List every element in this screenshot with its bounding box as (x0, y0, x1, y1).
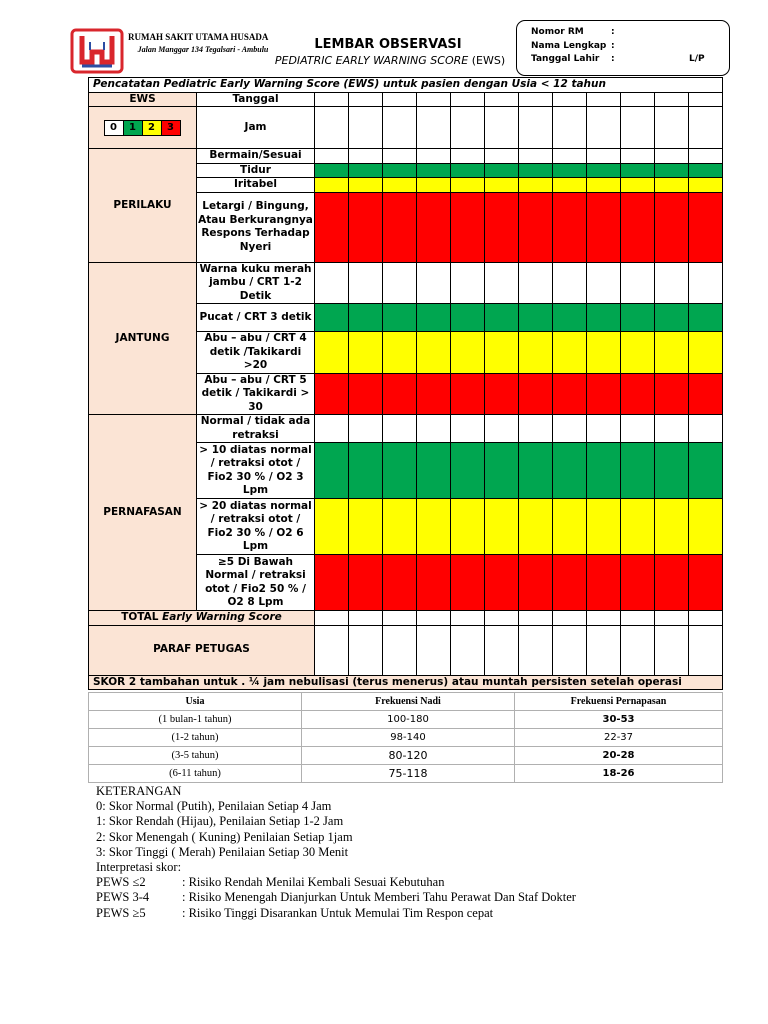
section-label-pernafasan: PERNAFASAN (89, 415, 197, 611)
criteria-label: Iritabel (197, 178, 315, 193)
score-cell[interactable] (383, 149, 417, 164)
resp-cell: 18-26 (515, 765, 723, 783)
section-label-perilaku: PERILAKU (89, 149, 197, 263)
score-cell[interactable] (587, 443, 621, 499)
score-cell[interactable] (315, 304, 349, 332)
score-cell[interactable] (587, 304, 621, 332)
score-cell[interactable] (553, 163, 587, 178)
score-cell[interactable] (519, 163, 553, 178)
total-cell[interactable] (485, 611, 519, 626)
score-cell[interactable] (485, 332, 519, 374)
score-cell[interactable] (621, 499, 655, 555)
score-cell[interactable] (655, 262, 689, 304)
ews-legend (89, 107, 197, 149)
subtitle-italic: PEDIATRIC EARLY WARNING SCORE (274, 54, 469, 67)
score-cell[interactable] (587, 332, 621, 374)
total-cell[interactable] (553, 611, 587, 626)
date-cell[interactable] (485, 92, 519, 107)
form-subtitle (250, 54, 530, 67)
score-cell[interactable] (655, 149, 689, 164)
date-cell[interactable] (621, 92, 655, 107)
time-cell[interactable] (587, 107, 621, 149)
score-cell[interactable] (383, 192, 417, 262)
score-cell[interactable] (417, 555, 451, 611)
score-cell[interactable] (553, 149, 587, 164)
total-bold: TOTAL (121, 611, 159, 623)
signature-cell[interactable] (587, 625, 621, 675)
criteria-label: Bermain/Sesuai (197, 149, 315, 164)
resp-cell: 22-37 (515, 729, 723, 747)
score-cell[interactable] (621, 262, 655, 304)
score-cell[interactable] (417, 373, 451, 415)
score-cell[interactable] (621, 149, 655, 164)
ews-jam-row (89, 107, 723, 149)
time-cell[interactable] (485, 107, 519, 149)
table-row (89, 149, 723, 164)
subtitle-plain: (EWS) (471, 54, 506, 67)
score-cell[interactable] (519, 555, 553, 611)
score-cell[interactable] (349, 262, 383, 304)
score-cell[interactable] (655, 304, 689, 332)
score-cell[interactable] (383, 555, 417, 611)
rm-colon: : (611, 27, 615, 37)
banner-text: Pencatatan Pediatric Early Warning Score (EWS) untuk pasien dengan Usia < 12 tahun (93, 78, 606, 90)
total-cell[interactable] (587, 611, 621, 626)
time-cell[interactable] (417, 107, 451, 149)
score-cell[interactable] (553, 373, 587, 415)
age-header-nadi: Frekuensi Nadi (302, 693, 515, 711)
score-cell[interactable] (349, 192, 383, 262)
score-cell[interactable] (519, 499, 553, 555)
pulse-cell: 100-180 (302, 711, 515, 729)
ews-banner-row (89, 78, 723, 93)
score-cell[interactable] (451, 304, 485, 332)
time-cell[interactable] (349, 107, 383, 149)
score-cell[interactable] (621, 415, 655, 443)
score-cell[interactable] (587, 415, 621, 443)
score-cell[interactable] (689, 262, 723, 304)
jam-label: Jam (197, 107, 315, 149)
table-row (89, 262, 723, 304)
criteria-label: Abu – abu / CRT 5 detik / Takikardi > 30 (197, 373, 315, 415)
score-cell[interactable] (689, 443, 723, 499)
age-reference-table (88, 692, 723, 783)
score-cell[interactable] (315, 332, 349, 374)
criteria-label: Tidur (197, 163, 315, 178)
score-cell[interactable] (383, 332, 417, 374)
score-legend (89, 120, 196, 136)
score-cell[interactable] (417, 304, 451, 332)
score-cell[interactable] (553, 443, 587, 499)
score-cell[interactable] (383, 262, 417, 304)
paraf-label: PARAF PETUGAS (89, 625, 315, 675)
score-cell[interactable] (689, 499, 723, 555)
name-label: Nama Lengkap (531, 41, 607, 51)
score-cell[interactable] (655, 192, 689, 262)
interpretation-row (96, 890, 736, 905)
score-cell[interactable] (655, 443, 689, 499)
score-cell[interactable] (485, 178, 519, 193)
score-cell[interactable] (349, 304, 383, 332)
score-cell[interactable] (519, 178, 553, 193)
score-cell[interactable] (451, 443, 485, 499)
total-cell[interactable] (655, 611, 689, 626)
signature-cell[interactable] (383, 625, 417, 675)
note-score-1: 1: Skor Rendah (Hijau), Penilaian Setiap 1-2 Jam (96, 814, 344, 829)
score-cell[interactable] (349, 149, 383, 164)
score-cell[interactable] (553, 178, 587, 193)
score-cell[interactable] (417, 332, 451, 374)
rm-row (531, 27, 615, 37)
total-italic: Early Warning Score (162, 611, 282, 623)
date-cell[interactable] (587, 92, 621, 107)
total-label (89, 611, 315, 626)
score-cell[interactable] (451, 499, 485, 555)
score-cell[interactable] (621, 332, 655, 374)
total-cell[interactable] (417, 611, 451, 626)
resp-cell: 30-53 (515, 711, 723, 729)
interpretation-row (96, 906, 736, 921)
score-cell[interactable] (485, 262, 519, 304)
signature-cell[interactable] (451, 625, 485, 675)
date-cell[interactable] (417, 92, 451, 107)
time-cell[interactable] (519, 107, 553, 149)
score-cell[interactable] (451, 262, 485, 304)
note-score-0: 0: Skor Normal (Putih), Penilaian Setiap 4 Jam (96, 799, 332, 814)
score-cell[interactable] (451, 149, 485, 164)
ews-label: EWS (89, 92, 197, 107)
name-colon: : (611, 41, 615, 51)
ews-tanggal-row (89, 92, 723, 107)
interpretation-key: PEWS ≥5 (96, 905, 146, 920)
ews-table-body (89, 78, 723, 690)
criteria-label: ≥5 Di Bawah Normal / retraksi otot / Fio2 50 % / O2 8 Lpm (197, 555, 315, 611)
table-row (89, 747, 723, 765)
section-label-jantung: JANTUNG (89, 262, 197, 415)
date-cell[interactable] (689, 92, 723, 107)
criteria-label: Letargi / Bingung, Atau Berkurangnya Respons Terhadap Nyeri (197, 192, 315, 262)
score-cell[interactable] (485, 373, 519, 415)
score-cell[interactable] (315, 443, 349, 499)
table-row (89, 729, 723, 747)
score-cell[interactable] (519, 373, 553, 415)
total-cell[interactable] (621, 611, 655, 626)
interpretation-key: PEWS ≤2 (96, 875, 146, 890)
hospital-address: Jalan Manggar 134 Tegalsari - Ambulu (137, 45, 269, 54)
pulse-cell: 80-120 (302, 747, 515, 765)
score-cell[interactable] (621, 304, 655, 332)
score-cell[interactable] (485, 499, 519, 555)
score-cell[interactable] (417, 262, 451, 304)
age-cell: (6-11 tahun) (89, 765, 302, 783)
dob-row (531, 54, 615, 64)
score-cell[interactable] (587, 178, 621, 193)
score-cell[interactable] (485, 443, 519, 499)
age-cell: (3-5 tahun) (89, 747, 302, 765)
interpretation-value: : Risiko Tinggi Disarankan Untuk Memulai Tim Respon cepat (182, 905, 494, 920)
paraf-row (89, 625, 723, 675)
criteria-label: Warna kuku merah jambu / CRT 1-2 Detik (197, 262, 315, 304)
footer-note: SKOR 2 tambahan untuk . ¼ jam nebulisasi (terus menerus) atau muntah persisten setelah operasi (89, 675, 723, 690)
score-cell[interactable] (383, 178, 417, 193)
table-row (89, 711, 723, 729)
score-cell[interactable] (519, 443, 553, 499)
date-cell[interactable] (553, 92, 587, 107)
score-cell[interactable] (689, 555, 723, 611)
score-cell[interactable] (485, 304, 519, 332)
score-cell[interactable] (485, 149, 519, 164)
score-cell[interactable] (689, 163, 723, 178)
signature-cell[interactable] (553, 625, 587, 675)
score-cell[interactable] (587, 149, 621, 164)
score-cell[interactable] (689, 178, 723, 193)
score-cell[interactable] (349, 332, 383, 374)
score-cell[interactable] (349, 415, 383, 443)
score-cell[interactable] (315, 192, 349, 262)
score-cell[interactable] (315, 373, 349, 415)
criteria-label: > 20 diatas normal / retraksi otot / Fio2 30 % / O2 6 Lpm (197, 499, 315, 555)
score-cell[interactable] (655, 178, 689, 193)
interpretation-row (96, 875, 736, 890)
score-cell[interactable] (417, 163, 451, 178)
age-header-usia: Usia (89, 693, 302, 711)
score-cell[interactable] (383, 415, 417, 443)
score-cell[interactable] (689, 415, 723, 443)
score-cell[interactable] (451, 192, 485, 262)
score-cell[interactable] (383, 163, 417, 178)
score-cell[interactable] (485, 192, 519, 262)
date-cell[interactable] (451, 92, 485, 107)
score-cell[interactable] (553, 332, 587, 374)
time-cell[interactable] (689, 107, 723, 149)
ews-table (88, 77, 723, 690)
score-cell[interactable] (451, 178, 485, 193)
hospital-name: RUMAH SAKIT UTAMA HUSADA (128, 32, 269, 42)
total-cell[interactable] (349, 611, 383, 626)
score-cell[interactable] (315, 163, 349, 178)
date-cell[interactable] (383, 92, 417, 107)
footer-note-row (89, 675, 723, 690)
score-cell[interactable] (519, 149, 553, 164)
hospital-logo (70, 28, 124, 74)
score-cell[interactable] (315, 149, 349, 164)
score-cell[interactable] (315, 178, 349, 193)
patient-info-box (516, 20, 730, 76)
score-cell[interactable] (689, 373, 723, 415)
criteria-label: > 10 diatas normal / retraksi otot / Fio2 30 % / O2 3 Lpm (197, 443, 315, 499)
date-cell[interactable] (655, 92, 689, 107)
score-cell[interactable] (621, 373, 655, 415)
score-cell[interactable] (451, 555, 485, 611)
score-cell[interactable] (621, 555, 655, 611)
interpretation-title: Interpretasi skor: (96, 860, 182, 875)
score-cell[interactable] (349, 178, 383, 193)
total-cell[interactable] (689, 611, 723, 626)
score-cell[interactable] (451, 373, 485, 415)
score-cell[interactable] (587, 499, 621, 555)
legend-score-1: 1 (123, 120, 143, 136)
criteria-label: Normal / tidak ada retraksi (197, 415, 315, 443)
score-cell[interactable] (689, 192, 723, 262)
ews-banner (89, 78, 723, 93)
score-cell[interactable] (451, 332, 485, 374)
note-score-3: 3: Skor Tinggi ( Merah) Penilaian Setiap 30 Menit (96, 844, 349, 859)
score-cell[interactable] (349, 443, 383, 499)
total-row (89, 611, 723, 626)
score-cell[interactable] (553, 304, 587, 332)
sex-label: L/P (689, 54, 705, 64)
score-cell[interactable] (519, 415, 553, 443)
signature-cell[interactable] (655, 625, 689, 675)
score-cell[interactable] (417, 192, 451, 262)
score-cell[interactable] (655, 373, 689, 415)
total-cell[interactable] (383, 611, 417, 626)
time-cell[interactable] (315, 107, 349, 149)
score-cell[interactable] (417, 443, 451, 499)
score-cell[interactable] (349, 163, 383, 178)
score-cell[interactable] (553, 262, 587, 304)
score-cell[interactable] (587, 262, 621, 304)
time-cell[interactable] (655, 107, 689, 149)
total-cell[interactable] (315, 611, 349, 626)
score-cell[interactable] (451, 163, 485, 178)
score-cell[interactable] (349, 499, 383, 555)
name-row (531, 41, 615, 51)
interpretation-value: : Risiko Rendah Menilai Kembali Sesuai Kebutuhan (182, 875, 445, 890)
score-cell[interactable] (383, 304, 417, 332)
table-row (89, 415, 723, 443)
signature-cell[interactable] (485, 625, 519, 675)
legend-score-3: 3 (161, 120, 181, 136)
total-cell[interactable] (519, 611, 553, 626)
interpretation-value: : Risiko Menengah Dianjurkan Untuk Memberi Tahu Perawat Dan Staf Dokter (182, 890, 576, 905)
score-cell[interactable] (417, 415, 451, 443)
signature-cell[interactable] (315, 625, 349, 675)
score-cell[interactable] (485, 415, 519, 443)
score-cell[interactable] (621, 178, 655, 193)
score-cell[interactable] (383, 443, 417, 499)
time-cell[interactable] (621, 107, 655, 149)
score-cell[interactable] (587, 555, 621, 611)
total-cell[interactable] (451, 611, 485, 626)
score-cell[interactable] (383, 499, 417, 555)
age-cell: (1 bulan-1 tahun) (89, 711, 302, 729)
interpretation-key: PEWS 3-4 (96, 890, 150, 905)
dob-colon: : (611, 54, 615, 64)
notes-section (96, 784, 736, 921)
score-cell[interactable] (655, 555, 689, 611)
time-cell[interactable] (383, 107, 417, 149)
criteria-label: Pucat / CRT 3 detik (197, 304, 315, 332)
score-cell[interactable] (485, 163, 519, 178)
score-cell[interactable] (519, 332, 553, 374)
score-cell[interactable] (519, 262, 553, 304)
signature-cell[interactable] (417, 625, 451, 675)
criteria-label: Abu – abu / CRT 4 detik /Takikardi >20 (197, 332, 315, 374)
score-cell[interactable] (519, 192, 553, 262)
score-cell[interactable] (621, 192, 655, 262)
date-cell[interactable] (315, 92, 349, 107)
resp-cell: 20-28 (515, 747, 723, 765)
date-cell[interactable] (349, 92, 383, 107)
score-cell[interactable] (655, 332, 689, 374)
time-cell[interactable] (553, 107, 587, 149)
score-cell[interactable] (451, 415, 485, 443)
date-cell[interactable] (519, 92, 553, 107)
score-cell[interactable] (417, 499, 451, 555)
score-cell[interactable] (315, 555, 349, 611)
form-title: LEMBAR OBSERVASI (314, 37, 462, 52)
signature-cell[interactable] (621, 625, 655, 675)
score-cell[interactable] (689, 149, 723, 164)
rm-label: Nomor RM (531, 27, 584, 37)
score-cell[interactable] (315, 262, 349, 304)
score-cell[interactable] (621, 163, 655, 178)
table-row (89, 765, 723, 783)
pulse-cell: 75-118 (302, 765, 515, 783)
score-cell[interactable] (587, 163, 621, 178)
score-cell[interactable] (383, 373, 417, 415)
score-cell[interactable] (519, 304, 553, 332)
score-cell[interactable] (655, 415, 689, 443)
score-cell[interactable] (417, 149, 451, 164)
age-cell: (1-2 tahun) (89, 729, 302, 747)
score-cell[interactable] (315, 415, 349, 443)
score-cell[interactable] (621, 443, 655, 499)
score-cell[interactable] (349, 373, 383, 415)
note-score-2: 2: Skor Menengah ( Kuning) Penilaian Setiap 1jam (96, 829, 353, 844)
signature-cell[interactable] (349, 625, 383, 675)
score-cell[interactable] (349, 555, 383, 611)
time-cell[interactable] (451, 107, 485, 149)
score-cell[interactable] (553, 192, 587, 262)
tanggal-label: Tanggal (197, 92, 315, 107)
score-cell[interactable] (587, 373, 621, 415)
legend-score-2: 2 (142, 120, 162, 136)
dob-label: Tanggal Lahir (531, 54, 600, 64)
score-cell[interactable] (587, 192, 621, 262)
score-cell[interactable] (417, 178, 451, 193)
legend-score-0: 0 (104, 120, 124, 136)
score-cell[interactable] (689, 304, 723, 332)
score-cell[interactable] (553, 499, 587, 555)
score-cell[interactable] (315, 499, 349, 555)
score-cell[interactable] (485, 555, 519, 611)
signature-cell[interactable] (689, 625, 723, 675)
score-cell[interactable] (689, 332, 723, 374)
age-table-header (89, 693, 723, 711)
notes-title: KETERANGAN (96, 784, 182, 798)
signature-cell[interactable] (519, 625, 553, 675)
score-cell[interactable] (553, 415, 587, 443)
score-cell[interactable] (655, 499, 689, 555)
score-cell[interactable] (655, 163, 689, 178)
age-header-napas: Frekuensi Pernapasan (515, 693, 723, 711)
score-cell[interactable] (553, 555, 587, 611)
pulse-cell: 98-140 (302, 729, 515, 747)
